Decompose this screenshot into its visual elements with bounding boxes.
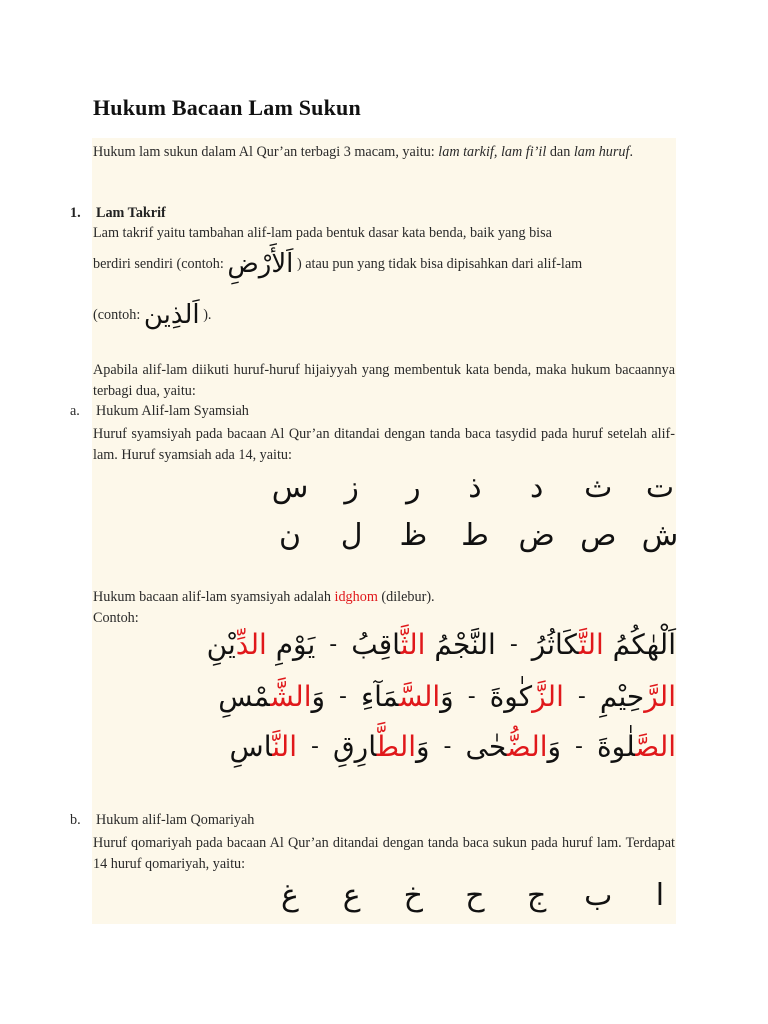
qomariyah-letters-row-1 <box>270 878 680 913</box>
syamsiah-letter: ظ <box>399 518 428 553</box>
syamsiah-rule <box>93 587 675 608</box>
section1-line3-b: ). <box>199 307 212 323</box>
section1-line2-a: berdiri sendiri (contoh: <box>93 256 228 272</box>
rule-text-a: Hukum bacaan alif-lam syamsiyah adalah <box>93 589 335 605</box>
example-al-ard: اَلأَرْضِ <box>227 249 294 279</box>
qomariyah-letter: ج <box>526 878 547 913</box>
example-word-highlight: النَّ <box>272 730 297 763</box>
example-word-prefix: وَ <box>311 680 326 713</box>
example-word <box>532 628 676 661</box>
syamsiah-examples-row-3 <box>230 730 676 763</box>
example-word-highlight: التَّ <box>579 628 604 661</box>
example-word-prefix: اَلْهٰكُمُ <box>603 628 676 661</box>
syamsiah-letter: س <box>271 470 309 505</box>
example-word <box>230 730 297 763</box>
contoh-label: Contoh: <box>93 610 139 626</box>
syamsiah-examples-row-1 <box>207 628 676 661</box>
syamsiah-letter: ض <box>518 518 555 553</box>
sectionA-text: Huruf syamsiyah pada bacaan Al Qur’an ditandai dengan tanda baca tasydid pada huruf setelah alif-lam. Huruf syamsiah ada 14, yaitu: <box>93 426 675 463</box>
example-word <box>207 628 316 661</box>
rule-idghom: idghom <box>334 589 378 605</box>
example-word-highlight: الرَّ <box>644 680 676 713</box>
syamsiah-letter: ل <box>340 518 363 553</box>
intro-end: . <box>629 144 633 160</box>
example-word <box>351 628 496 661</box>
example-word-rest: اسِ <box>229 730 273 763</box>
example-word <box>218 680 325 713</box>
example-word <box>600 680 676 713</box>
example-word <box>361 680 454 713</box>
example-word-rest: حِيْمِ <box>599 680 645 713</box>
example-word-highlight: الشَّ <box>270 680 312 713</box>
syamsiah-letter: ر <box>406 470 421 505</box>
intro-text: Hukum lam sukun dalam Al Qur’an terbagi 3 macam, yaitu: <box>93 144 439 160</box>
intro-dan: dan <box>546 144 574 160</box>
syamsiah-letters-row-2 <box>270 518 680 553</box>
example-word <box>466 730 562 763</box>
example-word-prefix: وَ <box>547 730 562 763</box>
example-word-prefix: وَ <box>416 730 430 763</box>
qomariyah-letter: غ <box>281 878 299 913</box>
syamsiah-letter: ذ <box>468 470 482 505</box>
example-word <box>490 680 564 713</box>
syamsiah-letter: ث <box>584 470 613 505</box>
example-word-prefix: يَوْمِ <box>266 628 316 661</box>
example-separator: - <box>467 684 476 709</box>
syamsiah-letter: ز <box>344 470 359 505</box>
example-word-highlight: السَّ <box>398 680 441 713</box>
page-title: Hukum Bacaan Lam Sukun <box>93 95 361 120</box>
qomariyah-letter: ا <box>655 878 665 913</box>
sectionB-text: Huruf qomariyah pada bacaan Al Qur’an ditandai dengan tanda baca sukun pada huruf lam. Terdapat 14 huruf qomariyah, yaitu: <box>93 835 675 872</box>
qomariyah-letter: خ <box>403 878 423 913</box>
section1-heading: Lam Takrif <box>96 205 166 221</box>
example-word-rest: ارِقِ <box>332 730 377 763</box>
syamsiah-letters-row-1 <box>270 470 680 505</box>
example-word-highlight: الزَّ <box>532 680 564 713</box>
section1-line3 <box>93 300 675 330</box>
example-separator: - <box>339 684 347 709</box>
example-word-highlight: الضُّ <box>506 730 548 763</box>
example-alladzina: اَلذِين <box>143 300 200 330</box>
qomariyah-letter: ح <box>465 878 485 913</box>
example-word-rest: كٰوةَ <box>489 680 533 713</box>
syamsiah-letter: ت <box>645 470 675 505</box>
example-word-rest: حٰى <box>465 730 507 763</box>
syamsiah-letter: ص <box>580 518 617 553</box>
sectionB-heading: Hukum alif-lam Qomariyah <box>96 812 255 828</box>
section1-line2-b: ) atau pun yang tidak bisa dipisahkan dari alif-lam <box>293 256 583 272</box>
intro-italic-a: lam tarkif, lam fi’il <box>438 144 547 160</box>
sectionA-heading: Hukum Alif-lam Syamsiah <box>96 403 249 419</box>
syamsiah-examples-row-2 <box>218 680 676 713</box>
section1-line2 <box>93 249 675 279</box>
syamsiah-letter: ط <box>461 518 489 553</box>
syamsiah-letter: ش <box>641 518 679 553</box>
example-word-prefix: وَ <box>440 680 454 713</box>
syamsiah-letter: ن <box>278 518 302 553</box>
example-separator: - <box>443 734 452 759</box>
example-word-highlight: الثَّ <box>400 628 426 661</box>
example-separator: - <box>577 684 586 709</box>
example-word-rest: يْنِ <box>206 628 236 661</box>
example-word-highlight: الصَّ <box>635 730 676 763</box>
example-separator: - <box>311 734 319 759</box>
section1-line3-a: (contoh: <box>93 307 144 323</box>
example-word-highlight: الدِّ <box>235 628 267 661</box>
paragraph-2: Apabila alif-lam diikuti huruf-huruf hijaiyyah yang membentuk kata benda, maka hukum bacaannya terbagi dua, yaitu: <box>93 362 675 399</box>
example-word <box>333 730 430 763</box>
section1-number: 1. <box>70 205 81 221</box>
example-separator: - <box>509 632 518 657</box>
example-word-highlight: الطَّ <box>376 730 417 763</box>
example-separator: - <box>575 734 583 759</box>
example-word-rest: مَآءِ <box>360 680 399 713</box>
intro-paragraph <box>93 142 675 163</box>
sectionA-label: a. <box>70 403 80 419</box>
example-word-rest: مْسِ <box>218 680 271 713</box>
example-word-rest: اقِبُ <box>351 628 401 661</box>
sectionB-label: b. <box>70 812 81 828</box>
syamsiah-letter: د <box>529 470 544 505</box>
qomariyah-letter: ب <box>584 878 613 913</box>
example-separator: - <box>329 632 338 657</box>
intro-italic-b: lam huruf <box>573 144 630 160</box>
example-word-rest: كَاثُرُ <box>531 628 580 661</box>
example-word-prefix: النَّجْمُ <box>425 628 496 661</box>
section1-line1: Lam takrif yaitu tambahan alif-lam pada bentuk dasar kata benda, baik yang bisa <box>93 225 552 241</box>
example-word <box>597 730 676 763</box>
qomariyah-letter: ع <box>342 878 361 913</box>
example-word-rest: لٰوةَ <box>597 730 636 763</box>
rule-text-b: (dilebur). <box>377 589 435 605</box>
